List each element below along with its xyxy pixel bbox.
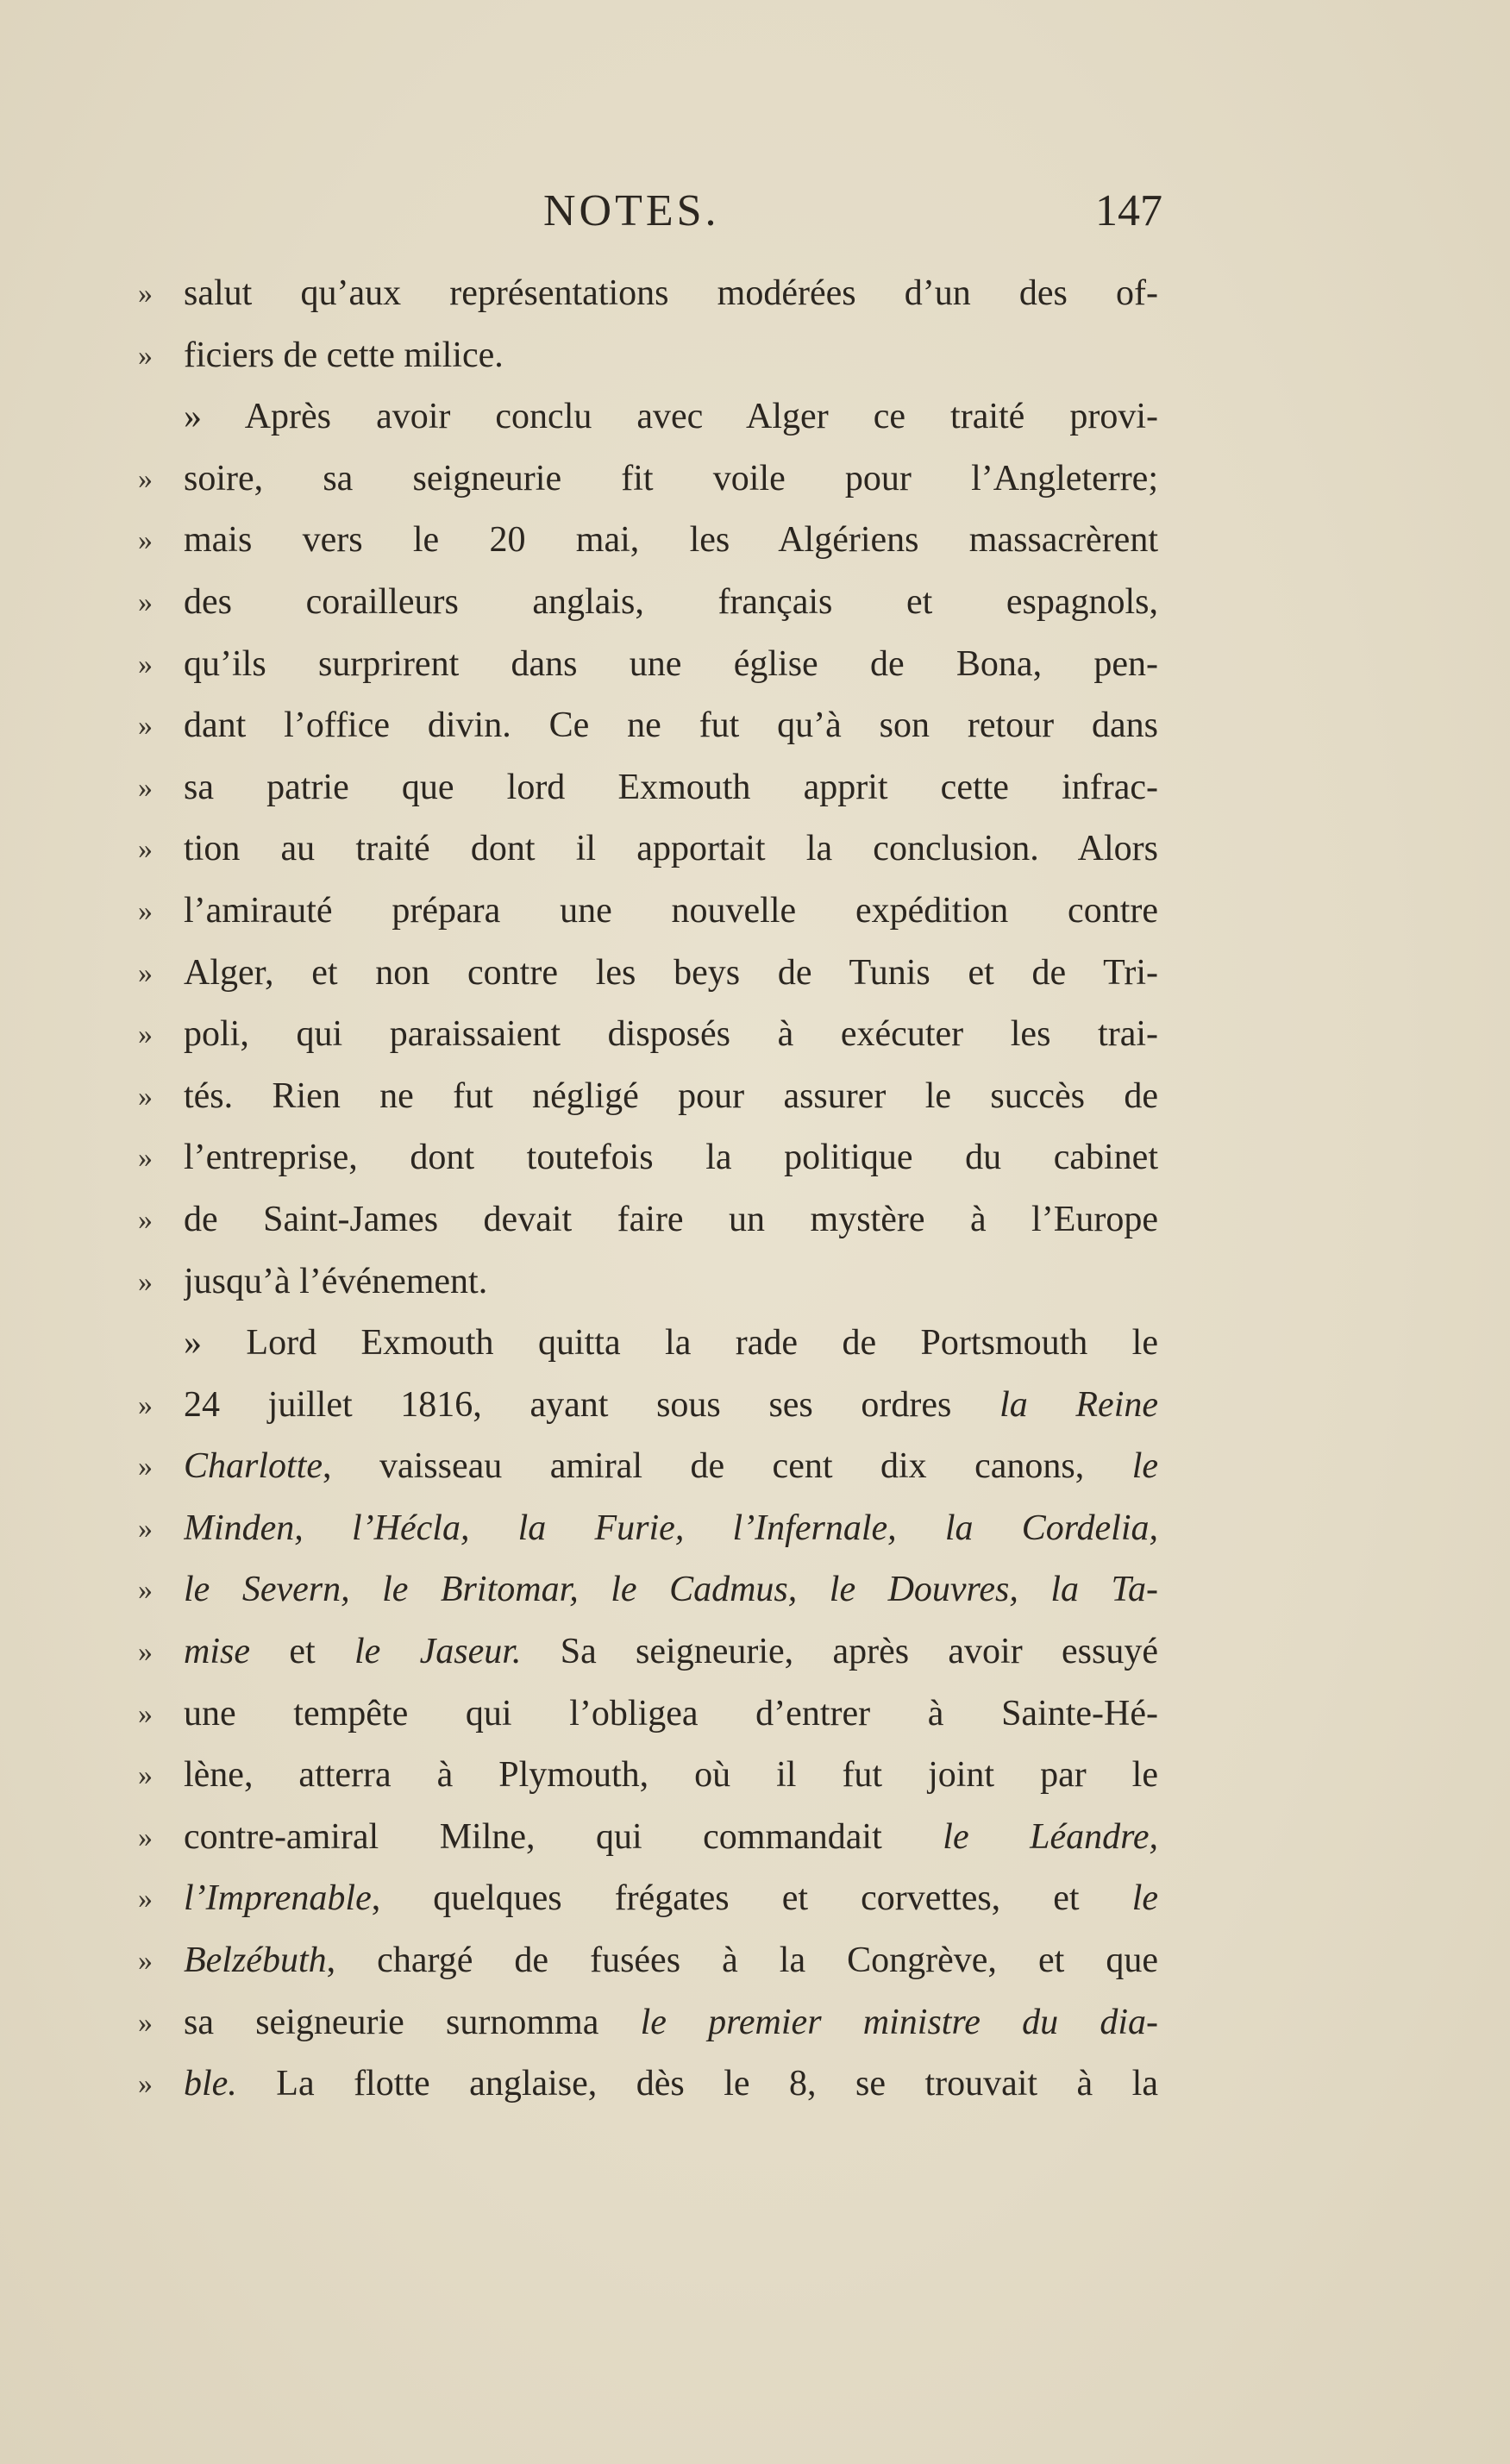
quote-mark: » [138, 1142, 153, 1175]
line-text: salut qu’aux représentations modérées d’un des of- [184, 273, 1158, 313]
running-head-title: NOTES. [543, 186, 720, 235]
quote-mark: » [138, 1883, 153, 1915]
text-line [138, 1066, 1173, 1128]
text-line [138, 1498, 1173, 1560]
line-text: ficiers de cette milice. [184, 335, 504, 375]
line-text: sa seigneurie surnomma le premier ministre du dia- [184, 2002, 1158, 2042]
text-line [138, 757, 1173, 819]
quote-mark: » [138, 894, 153, 927]
line-text: Belzébuth, chargé de fusées à la Congrève, et que [184, 1940, 1158, 1981]
text-line [138, 1683, 1173, 1746]
quote-mark: » [138, 1697, 153, 1730]
line-text: Charlotte, vaisseau amiral de cent dix canons, le [184, 1446, 1158, 1487]
quote-mark: » [138, 339, 153, 372]
body-text [138, 263, 1173, 2116]
line-text [184, 1559, 1158, 1621]
text-line [138, 943, 1173, 1005]
italic-text: l’Imprenable [184, 1878, 372, 1919]
text-line [138, 634, 1173, 696]
quote-mark: » [138, 2006, 153, 2039]
line-text: de Saint-James devait faire un mystère à l’Europe [184, 1199, 1158, 1239]
text-line [138, 818, 1173, 881]
quote-mark: » [138, 710, 153, 743]
line-text: poli, qui paraissaient disposés à exécuter les trai- [184, 1014, 1158, 1055]
text-line [138, 1621, 1173, 1683]
text-line [138, 1127, 1173, 1189]
line-text: qu’ils surprirent dans une église de Bona, pen- [184, 643, 1158, 684]
quote-mark: » [138, 1080, 153, 1113]
italic-text: le [1131, 1446, 1158, 1487]
quote-mark: » [138, 1512, 153, 1545]
quote-mark: » [138, 833, 153, 866]
text-line [138, 325, 1173, 387]
text-line [138, 510, 1173, 572]
text-line [138, 263, 1173, 325]
quote-mark: » [138, 1945, 153, 1978]
text-line [138, 1745, 1173, 1807]
text-line [138, 1313, 1173, 1375]
quote-mark: » [138, 1636, 153, 1669]
line-text: lène, atterra à Plymouth, où il fut joint par le [184, 1755, 1158, 1796]
text-line [138, 881, 1173, 943]
line-text: Alger, et non contre les beys de Tunis et de Tri- [184, 952, 1158, 993]
text-line [138, 2053, 1173, 2116]
quote-mark: » [138, 1759, 153, 1792]
text-line [138, 1992, 1173, 2054]
line-text: 24 juillet 1816, ayant sous ses ordres la Reine [184, 1384, 1158, 1425]
quote-mark: » [138, 1265, 153, 1298]
text-line [138, 1375, 1173, 1437]
line-text: mise et le Jaseur. Sa seigneurie, après avoir essuyé [184, 1632, 1158, 1672]
line-text: jusqu’à l’événement. [184, 1261, 488, 1301]
line-text [184, 1498, 1158, 1560]
quote-mark: » [138, 462, 153, 495]
line-text: ble. La flotte anglaise, dès le 8, se trouvait à la [184, 2064, 1158, 2104]
line-text: sa patrie que lord Exmouth apprit cette infrac- [184, 767, 1158, 807]
line-text: dant l’office divin. Ce ne fut qu’à son retour dans [184, 705, 1158, 746]
italic-text: ble. [184, 2064, 237, 2104]
text-line [138, 1930, 1173, 1992]
italic-text: le Léandre, [943, 1816, 1158, 1857]
quote-mark: » [138, 771, 153, 804]
quote-mark: » [138, 1451, 153, 1483]
text-line [138, 1807, 1173, 1869]
quote-mark: » [138, 2068, 153, 2101]
line-text: l’amirauté prépara une nouvelle expédition contre [184, 890, 1158, 931]
line-text: tion au traité dont il apportait la conclusion. Alors [184, 829, 1158, 869]
quote-mark: » [138, 586, 153, 618]
text-line [138, 1004, 1173, 1066]
italic-text: le premier ministre du dia- [640, 2002, 1158, 2042]
quote-mark: » [138, 1574, 153, 1607]
text-line [138, 572, 1173, 634]
line-text: » Lord Exmouth quitta la rade de Portsmouth le [184, 1323, 1158, 1364]
text-line [138, 1189, 1173, 1251]
page-number: 147 [1095, 186, 1162, 235]
italic-text: le Jaseur. [354, 1632, 522, 1672]
quote-mark: » [138, 524, 153, 557]
text-line [138, 448, 1173, 511]
text-line [138, 1559, 1173, 1621]
quote-mark: » [138, 1389, 153, 1421]
quote-mark: » [138, 1019, 153, 1051]
italic-text: la Reine [999, 1384, 1158, 1425]
text-line [138, 1251, 1173, 1314]
line-text: des corailleurs anglais, français et espagnols, [184, 581, 1158, 622]
text-line [138, 1868, 1173, 1930]
line-text: l’entreprise, dont toutefois la politique du cabinet [184, 1138, 1158, 1178]
italic-text: Charlotte [184, 1446, 323, 1487]
quote-mark: » [138, 956, 153, 989]
text-line [138, 695, 1173, 757]
text-line [138, 386, 1173, 448]
line-text: une tempête qui l’obligea d’entrer à Sainte-Hé- [184, 1693, 1158, 1734]
text-line [138, 1436, 1173, 1498]
quote-mark: » [138, 278, 153, 310]
quote-mark: » [138, 1203, 153, 1236]
line-text: tés. Rien ne fut négligé pour assurer le succès de [184, 1075, 1158, 1116]
quote-mark: » [138, 1821, 153, 1853]
line-text: mais vers le 20 mai, les Algériens massacrèrent [184, 520, 1158, 561]
italic-text: le [1131, 1878, 1158, 1919]
line-text: l’Imprenable, quelques frégates et corvettes, et le [184, 1878, 1158, 1919]
italic-text: mise [184, 1632, 250, 1672]
italic-text: le Severn, le Britomar, le Cadmus, le Douvres, la Ta- [184, 1570, 1158, 1610]
quote-mark: » [138, 648, 153, 680]
running-header [0, 181, 1510, 241]
line-text: » Après avoir conclu avec Alger ce traité provi- [184, 397, 1158, 437]
italic-text: Minden, l’Hécla, la Furie, l’Infernale, la Cordelia, [184, 1508, 1158, 1548]
line-text: soire, sa seigneurie fit voile pour l’Angleterre; [184, 458, 1158, 498]
italic-text: Belzébuth [184, 1940, 327, 1981]
line-text: contre-amiral Milne, qui commandait le Léandre, [184, 1816, 1158, 1857]
